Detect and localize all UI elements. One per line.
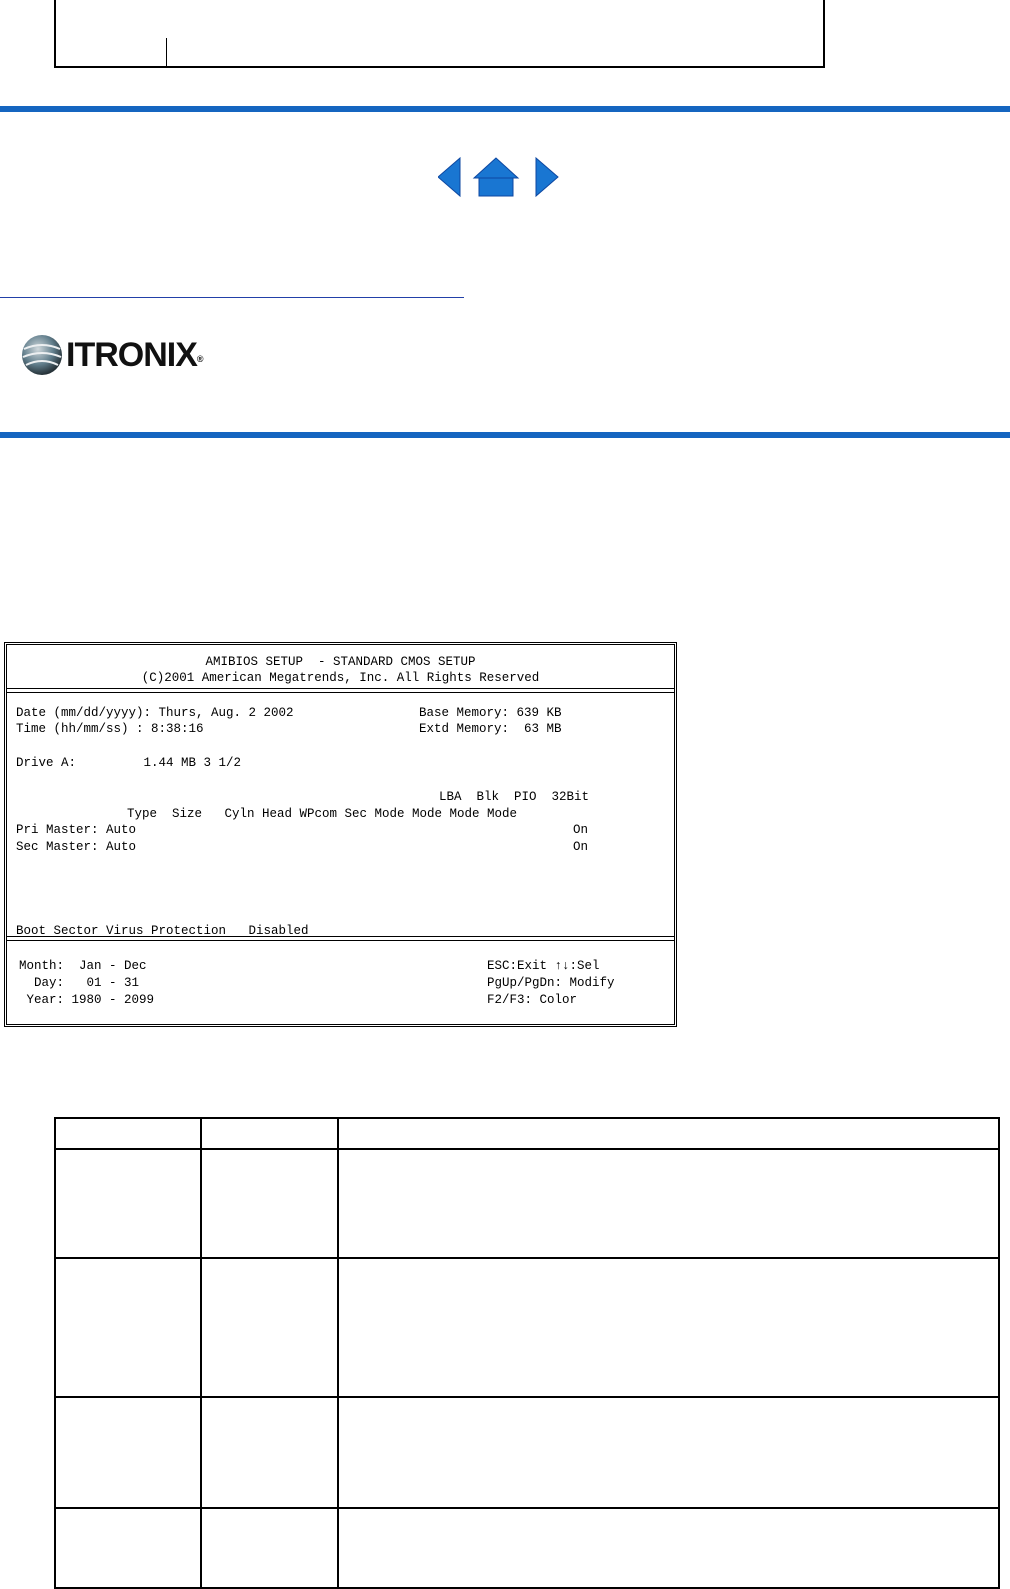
bios-separator — [7, 688, 674, 693]
settings-table — [54, 1117, 1000, 1589]
left-arrow-icon[interactable] — [438, 158, 460, 196]
table-row — [55, 1258, 999, 1397]
bios-pri-master-32bit: On — [573, 823, 589, 837]
home-icon[interactable] — [474, 158, 518, 196]
bios-sec-master: Sec Master: Auto — [16, 840, 137, 854]
bios-help-year: Year: 1980 - 2099 — [19, 993, 155, 1007]
right-arrow-icon[interactable] — [536, 158, 558, 196]
bios-header-row2: Type Size Cyln Head WPcom Sec Mode Mode Mode Mode — [127, 807, 518, 821]
bios-base-memory: Base Memory: 639 KB — [419, 706, 562, 720]
bios-keys-modify: PgUp/PgDn: Modify — [487, 976, 615, 990]
bios-drive-a: Drive A: 1.44 MB 3 1/2 — [16, 756, 242, 770]
table-row — [55, 1149, 999, 1258]
table-row — [55, 1397, 999, 1508]
bios-extd-memory: Extd Memory: 63 MB — [419, 722, 562, 736]
bios-date: Date (mm/dd/yyyy): Thurs, Aug. 2 2002 — [16, 706, 294, 720]
bios-boot-sector: Boot Sector Virus Protection Disabled — [16, 924, 309, 938]
bios-header-row1: LBA Blk PIO 32Bit — [439, 790, 590, 804]
table-row — [55, 1508, 999, 1588]
table-divider — [166, 38, 167, 68]
bottom-blue-rule — [0, 432, 1010, 438]
bios-sec-master-32bit: On — [573, 840, 589, 854]
bios-keys-color: F2/F3: Color — [487, 993, 578, 1007]
bios-copyright: (C)2001 American Megatrends, Inc. All Rights Reserved — [141, 671, 540, 685]
bios-help-month: Month: Jan - Dec — [19, 959, 147, 973]
top-table-remnant — [54, 0, 825, 68]
globe-logo-icon — [20, 333, 64, 377]
top-blue-rule — [0, 106, 1010, 112]
bios-separator — [7, 936, 674, 941]
table-row — [55, 1118, 999, 1149]
up-down-arrows-icon: ↑↓ — [554, 959, 570, 973]
bios-time: Time (hh/mm/ss) : 8:38:16 — [16, 722, 204, 736]
link-underline-rule — [0, 297, 464, 298]
bios-setup-screen — [4, 642, 677, 1027]
logo-wordmark: ITRONIX® — [66, 336, 204, 374]
bios-keys-exit-sel: ESC:Exit ↑↓:Sel — [487, 959, 600, 973]
nav-bar — [438, 156, 562, 198]
bios-pri-master: Pri Master: Auto — [16, 823, 137, 837]
bios-help-day: Day: 01 - 31 — [19, 976, 140, 990]
itronix-logo — [20, 333, 250, 379]
bios-title: AMIBIOS SETUP - STANDARD CMOS SETUP — [205, 655, 476, 669]
